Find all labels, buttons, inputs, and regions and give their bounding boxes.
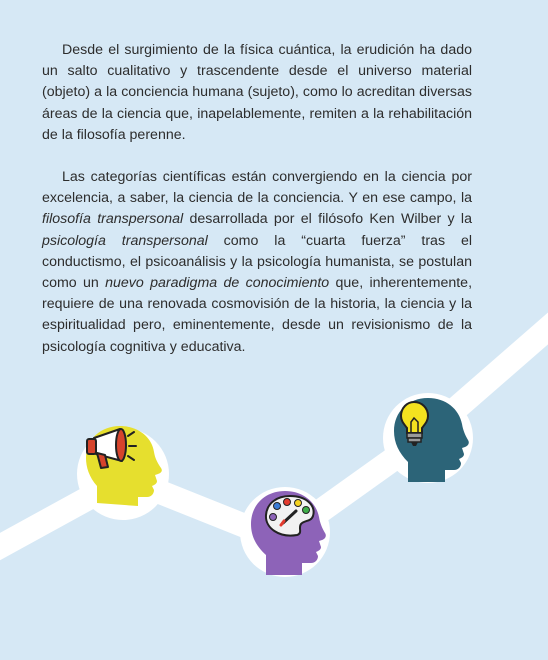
paragraph-2-part-4: que, inherentemente, requiere de una renovada cosmovisión de la historia, la ciencia y la espiritualidad pero, eminentemente, desde un revisionismo de la psicología cognitiva y educativa. bbox=[42, 275, 473, 355]
paragraph-1: Desde el surgimiento de la física cuántica, la erudición ha dado un salto cualitativo y trascendente desde el universo material (objeto) a la conciencia humana (sujeto), como lo acreditan diversas áreas de la ciencia que, inapelablemente, remiten a la rehabilitación de la filosofía perenne. bbox=[42, 42, 472, 143]
paragraph-2-emphasis-3: nuevo paradigma de conocimiento bbox=[105, 275, 330, 292]
head-lightbulb-node bbox=[383, 393, 473, 483]
paragraph-2-part-2: desarrollada por el filósofo Ken Wilber y la bbox=[183, 211, 472, 228]
paragraph-2-emphasis-1: filosofía transpersonal bbox=[42, 211, 184, 228]
head-megaphone-node bbox=[77, 426, 169, 520]
head-palette-node bbox=[240, 487, 330, 577]
paragraph-2-part-3: como la “cuarta fuerza” tras el conductismo, el psicoanálisis y la psicología humanista, se postulan como un bbox=[42, 232, 472, 292]
paragraph-2-emphasis-2: psicología transpersonal bbox=[42, 232, 208, 249]
paragraph-2-part-1: Las categorías científicas están convergiendo en la ciencia por excelencia, a saber, la ciencia de la conciencia. Y en ese campo, la bbox=[42, 169, 472, 207]
